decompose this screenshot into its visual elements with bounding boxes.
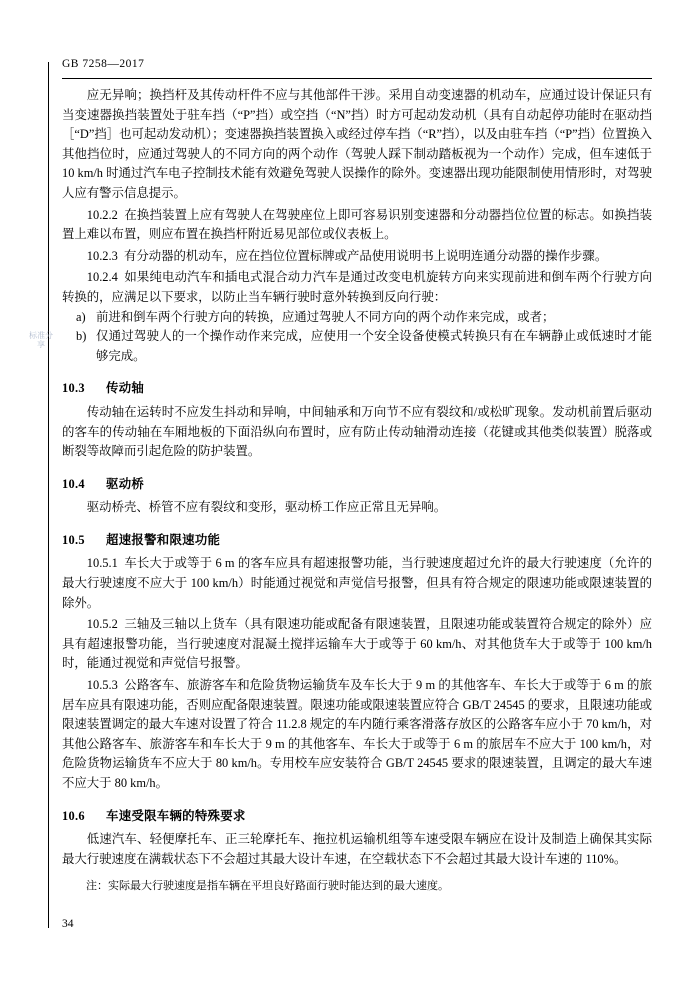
- clause-text: 在换挡装置上应有驾驶人在驾驶座位上即可容易识别变速器和分动器挡位位置的标志。如换挡装置上难以布置，则应布置在换挡杆附近易见部位或仪表板上。: [62, 207, 653, 242]
- clause-text: 有分动器的机动车，应在挡位位置标牌或产品使用说明书上说明连通分动器的操作步骤。: [123, 248, 608, 263]
- paragraph-continued: 应无异响；换挡杆及其传动杆件不应与其他部件干涉。采用自动变速器的机动车，应通过设计保证只有当变速器换挡装置处于驻车挡（“P”挡）或空挡（“N”挡）时方可起动发动机（具有自动起停功能时在驱动挡［“D”挡］也可起动发动机）；变速器换挡装置换入或经过停车挡（“R”挡），以及由驻车挡（“P”挡）位置换入其他挡位时，应通过驾驶人的不同方向的两个动作（驾驶人踩下制动踏板视为一个动作）完成，但车速低于 10 km/h 时通过汽车电子控制技术能有效避免驾驶人误操作的除外。变速器出现功能限制使用情形时，对驾驶人应有警示信息提示。: [62, 88, 652, 200]
- section-number: 10.5: [62, 532, 85, 547]
- clause-text: 三轴及三轴以上货车（具有限速功能或配备有限速装置，且限速功能或装置符合规定的除外）应具有超速报警功能，当行驶速度对混凝土搅拌运输车大于或等于 60 km/h、对其他货车大于或等于 100 km/h 时，能通过视觉和声觉信号报警。: [62, 617, 653, 671]
- section-heading-10-6: [62, 807, 652, 827]
- list-marker: a): [76, 309, 86, 324]
- list-item: [62, 308, 652, 328]
- clause-10-2-3: [62, 247, 652, 267]
- clause-number: 10.5.3: [86, 678, 118, 693]
- section-10-3-paragraph: 传动轴在运转时不应发生抖动和异响，中间轴承和万向节不应有裂纹和/或松旷现象。发动机前置后驱动的客车的传动轴在车厢地板的下面沿纵向布置时，应有防止传动轴滑动连接（花键或其他类似装置）脱落或断裂等故障而引起危险的防护装置。: [62, 404, 652, 459]
- clause-number: 10.5.2: [86, 617, 118, 632]
- clause-10-5-2: [62, 615, 652, 674]
- clause-number: 10.2.3: [86, 248, 118, 263]
- section-number: 10.3: [62, 381, 85, 396]
- section-10-6-paragraph: 低速汽车、轻便摩托车、正三轮摩托车、拖拉机运输机组等车速受限车辆应在设计及制造上确保其实际最大行驶速度在满载状态下不会超过其最大设计车速，在空载状态下不会超过其最大设计车速的 110%。: [62, 832, 652, 866]
- clause-10-5-1: [62, 554, 652, 613]
- clause-text: 公路客车、旅游客车和危险货物运输货车及车长大于 9 m 的其他客车、车长大于或等于 6 m 的旅居车应具有限速功能，否则应配备限速装置。限速功能或限速装置应符合 GB/T 24545 的要求，且限速功能或限速装置调定的最大车速对设置了符合 11.2.8 规定的车内随行乘客滑落存放区的公路客车应小于 70 km/h，对其他公路客车、旅游客车和车长大于 9 m 的其他客车、车长大于或等于 6 m 的旅居车不应大于 100 km/h，对危险货物运输货车不应大于 80 km/h。专用校车应安装符合 GB/T 24545 要求的限速装置，且调定的最大车速不应大于 80 km/h。: [62, 678, 652, 790]
- document-body: [62, 86, 652, 895]
- section-title: 车速受限车辆的特殊要求: [106, 808, 246, 823]
- section-number: 10.4: [62, 476, 85, 491]
- clause-number: 10.2.4: [86, 270, 118, 285]
- watermark-stamp: 标准分享: [29, 331, 53, 349]
- clause-10-2-4: [62, 268, 652, 307]
- clause-number: 10.2.2: [86, 207, 118, 222]
- page-header: GB 7258—2017: [62, 58, 145, 70]
- note-text: 注：实际最大行驶速度是指车辆在平坦良好路面行驶时能达到的最大速度。: [86, 880, 449, 893]
- section-10-4-paragraph: 驱动桥壳、桥管不应有裂纹和变形，驱动桥工作应正常且无异响。: [86, 500, 447, 515]
- section-heading-10-4: [62, 475, 652, 495]
- clause-10-5-3: [62, 676, 652, 794]
- section-heading-10-3: [62, 379, 652, 399]
- clause-number: 10.5.1: [86, 556, 118, 571]
- list-item: [62, 327, 652, 366]
- section-heading-10-5: [62, 531, 652, 551]
- section-title: 超速报警和限速功能: [106, 532, 221, 547]
- clause-text: 如果纯电动汽车和插电式混合动力汽车是通过改变电机旋转方向来实现前进和倒车两个行驶方向转换的，应满足以下要求，以防止当车辆行驶时意外转换到反向行驶：: [62, 270, 653, 304]
- list-text: 仅通过驾驶人的一个操作动作来完成，应使用一个安全设备使模式转换只有在车辆静止或低速时才能够完成。: [96, 329, 652, 363]
- clause-text: 车长大于或等于 6 m 的客车应具有超速报警功能，当行驶速度超过允许的最大行驶速度（允许的最大行驶速度不应大于 100 km/h）时能通过视觉和声觉信号报警，但具有符合规定的限速功能或限速装置的除外。: [62, 556, 652, 610]
- left-margin-rule: [48, 62, 49, 928]
- section-title: 驱动桥: [106, 476, 145, 491]
- section-number: 10.6: [62, 808, 85, 823]
- page-number: 34: [62, 918, 74, 930]
- list-text: 前进和倒车两个行驶方向的转换，应通过驾驶人不同方向的两个动作来完成，或者；: [96, 309, 555, 324]
- section-title: 传动轴: [106, 381, 145, 396]
- header-divider: [62, 78, 652, 79]
- list-marker: b): [76, 329, 87, 344]
- clause-10-2-2: [62, 206, 652, 245]
